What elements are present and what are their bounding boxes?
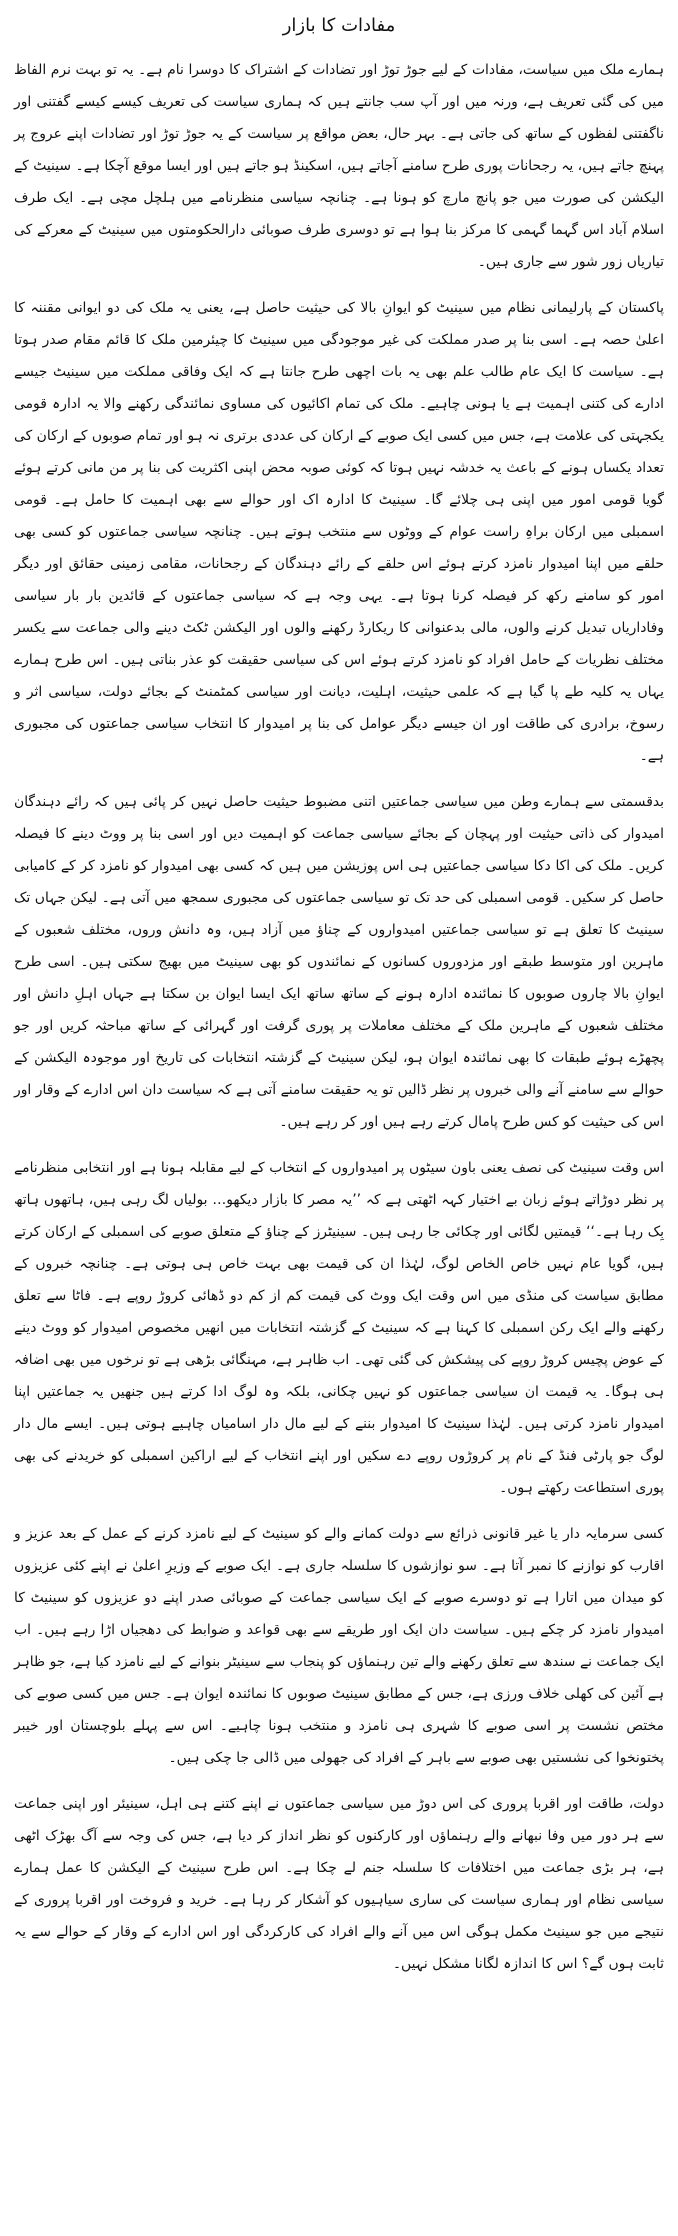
article-paragraph-5: کسی سرمایہ دار یا غیر قانونی ذرائع سے دولت کمانے والے کو سینیٹ کے لیے نامزد کرنے کے عمل کے بعد عزیز و اقارب کو نوازنے کا نمبر آتا ہے۔ سو نوازشوں کا سلسلہ جاری ہے۔ ایک صوبے کے وزیرِ اعلیٰ نے اپنے کئی عزیزوں کو میدان میں اتارا ہے تو دوسرے صوبے کے ایک سیاسی جماعت کے صوبائی صدر اپنے دو عزیزوں کو سینیٹ کا امیدوار نامزد کر چکے ہیں۔ سیاست دان ایک اور طریقے سے بھی قواعد و ضوابط کی دھجیاں اڑا رہے ہیں۔ اب ایک جماعت نے سندھ سے تعلق رکھنے والے تین رہنماؤں کو پنجاب سے سینیٹر بنوانے کے لیے نامزد کیا ہے، جو ظاہر ہے آئین کی کھلی خلاف ورزی ہے، جس کے مطابق سینیٹ صوبوں کا نمائندہ ایوان ہے۔ جس میں کسی صوبے کی مختص نشست پر اسی صوبے کا شہری ہی نامزد و منتخب ہونا چاہیے۔ اس سے پہلے بلوچستان اور خیبر پختونخوا کی نشستیں بھی صوبے سے باہر کے افراد کی جھولی میں ڈالی جا چکی ہیں۔ bbox=[14, 1526, 664, 1766]
article-paragraph-4: اس وقت سینیٹ کی نصف یعنی باون سیٹوں پر امیدواروں کے انتخاب کے لیے مقابلہ ہونا ہے اور انتخابی منظرنامے پر نظر دوڑاتے ہوئے زبان بے اختیار کہہ اٹھتی ہے کہ ’’یہ مصر کا بازار دیکھو… بولیاں لگ رہی ہیں، ہاتھوں ہاتھ بِک رہا ہے۔‘‘ قیمتیں لگائی اور چکائی جا رہی ہیں۔ سینیٹرز کے چناؤ کے متعلق صوبے کی اسمبلی کے ارکان کرتے ہیں، گویا عام نہیں خاص الخاص لوگ، لہٰذا ان کی قیمت بھی بہت خاص ہی ہوتی ہے۔ چنانچہ خبروں کے مطابق سیاست کی منڈی میں اس وقت ایک ووٹ کی قیمت کم از کم دو ڈھائی کروڑ روپے ہے۔ فاٹا سے تعلق رکھنے والے ایک رکن اسمبلی کا کہنا ہے کہ سینیٹ کے گزشتہ انتخابات میں انھیں مخصوص امیدوار کو ووٹ دینے کے عوض پچیس کروڑ روپے کی پیشکش کی گئی تھی۔ اب ظاہر ہے، مہنگائی بڑھی ہے تو نرخوں میں بھی اضافہ ہی ہوگا۔ یہ قیمت ان سیاسی جماعتوں کو نہیں چکانی، بلکہ وہ لوگ ادا کرتے ہیں جنھیں یہ جماعتیں اپنا امیدوار نامزد کرتی ہیں۔ لہٰذا سینیٹ کا امیدوار بننے کے لیے مال دار اسامیاں چاہیے ہوتی ہیں۔ ایسے مال دار لوگ جو پارٹی فنڈ کے نام پر کروڑوں روپے دے سکیں اور اپنے انتخاب کے لیے اراکین اسمبلی کو خریدنے کی بھی پوری استطاعت رکھتے ہوں۔ bbox=[14, 1160, 664, 1496]
article-paragraph-1: ہمارے ملک میں سیاست، مفادات کے لیے جوڑ توڑ اور تضادات کے اشتراک کا دوسرا نام ہے۔ یہ تو بہت نرم الفاظ میں کی گئی تعریف ہے، ورنہ میں اور آپ سب جانتے ہیں کہ ہماری سیاست کی تعریف کیسے کیسے گفتنی اور ناگفتنی لفظوں کے ساتھ کی جاتی ہے۔ بہر حال، بعض مواقع پر سیاست کے یہ جوڑ توڑ اور تضادات اپنے عروج پر پہنچ جاتے ہیں، یہ رجحانات پوری طرح سامنے آجاتے ہیں، اسکینڈ ہو جاتے ہیں اور ایسا موقع آچکا ہے۔ سینیٹ کے الیکشن کی صورت میں جو پانچ مارچ کو ہونا ہے۔ چنانچہ سیاسی منظرنامے میں ہلچل مچی ہے۔ ایک طرف اسلام آباد اس گہما گہمی کا مرکز بنا ہوا ہے تو دوسری طرف صوبائی دارالحکومتوں میں سینیٹ کے معرکے کی تیاریاں زور شور سے جاری ہیں۔ bbox=[14, 62, 664, 270]
article-title: مفادات کا بازار bbox=[282, 15, 396, 36]
article-paragraph-3: بدقسمتی سے ہمارے وطن میں سیاسی جماعتیں اتنی مضبوط حیثیت حاصل نہیں کر پائی ہیں کہ رائے دہندگان امیدوار کی ذاتی حیثیت اور پہچان کے بجائے سیاسی جماعت کو اہمیت دیں اور اسی بنا پر ووٹ دینے کا فیصلہ کریں۔ ملک کی اکا دکا سیاسی جماعتیں ہی اس پوزیشن میں ہیں کہ کسی بھی امیدوار کو نامزد کر کے کامیابی حاصل کر سکیں۔ قومی اسمبلی کی حد تک تو سیاسی جماعتوں کی مجبوری سمجھ میں آتی ہے۔ لیکن جہاں تک سینیٹ کا تعلق ہے تو سیاسی جماعتیں امیدواروں کے چناؤ میں آزاد ہیں، وہ دانش وروں، مختلف شعبوں کے ماہرین اور متوسط طبقے اور مزدوروں کسانوں کے نمائندوں کو بھی سینیٹ میں بھیج سکتی ہیں۔ اسی طرح ایوانِ بالا چاروں صوبوں کا نمائندہ ادارہ ہونے کے ساتھ ساتھ ایک ایسا ایوان بن سکتا ہے جہاں اہلِ دانش اور مختلف شعبوں کے ماہرین ملک کے مختلف معاملات پر پوری گرفت اور گہرائی کے ساتھ مباحثہ کریں اور جو پچھڑے ہوئے طبقات کا بھی نمائندہ ایوان ہو، لیکن سینیٹ کے گزشتہ انتخابات کی تاریخ اور موجودہ الیکشن کے حوالے سے سامنے آنے والی خبروں پر نظر ڈالیں تو یہ حقیقت سامنے آتی ہے کہ سیاست دان اس ادارے کے وقار اور اس کی حیثیت کو کس طرح پامال کرتے رہے ہیں اور کر رہے ہیں۔ bbox=[14, 794, 664, 1130]
article-paragraph-6: دولت، طاقت اور اقربا پروری کی اس دوڑ میں سیاسی جماعتوں نے اپنے کتنے ہی اہل، سینیئر اور اپنی جماعت سے ہر دور میں وفا نبھانے والے رہنماؤں اور کارکنوں کو نظر انداز کر دیا ہے، جس کی وجہ سے آگ بھڑک اٹھی ہے، ہر بڑی جماعت میں اختلافات کا سلسلہ جنم لے چکا ہے۔ اس طرح سینیٹ کے الیکشن کا عمل ہمارے سیاسی نظام اور ہماری سیاست کی ساری سیاہیوں کو آشکار کر رہا ہے۔ خرید و فروخت اور اقربا پروری کے نتیجے میں جو سینیٹ مکمل ہوگی اس میں آنے والے افراد کی کارکردگی اور اس ادارے کے وقار کے حوالے سے یہ ثابت ہوں گے؟ اس کا اندازہ لگانا مشکل نہیں۔ bbox=[14, 1796, 664, 1972]
article-paragraph-2: پاکستان کے پارلیمانی نظام میں سینیٹ کو ایوانِ بالا کی حیثیت حاصل ہے، یعنی یہ ملک کی دو ایوانی مقننہ کا اعلیٰ حصہ ہے۔ اسی بنا پر صدر مملکت کی غیر موجودگی میں سینیٹ کا چیئرمین ملک کا قائم مقام صدر ہوتا ہے۔ سیاست کا ایک عام طالب علم بھی یہ بات اچھی طرح جانتا ہے کہ ایک وفاقی مملکت میں سینیٹ جیسے ادارے کی کتنی اہمیت ہے یا ہونی چاہیے۔ ملک کی تمام اکائیوں کی مساوی نمائندگی رکھنے والا یہ ادارہ قومی یکجہتی کی علامت ہے، جس میں کسی ایک صوبے کے ارکان کی عددی برتری نہ ہو اور تمام صوبوں کے ارکان کی تعداد یکساں ہونے کے باعث یہ خدشہ نہیں ہوتا کہ کوئی صوبہ محض اپنی اکثریت کی بنا پر من مانی کرتے ہوئے گویا قومی امور میں اپنی ہی چلائے گا۔ سینیٹ کا ادارہ اک اور حوالے سے بھی اہمیت کا حامل ہے۔ قومی اسمبلی میں ارکان براہِ راست عوام کے ووٹوں سے منتخب ہوتے ہیں۔ چنانچہ سیاسی جماعتوں کو کسی بھی حلقے میں اپنا امیدوار نامزد کرتے ہوئے اس حلقے کے رائے دہندگان کے رجحانات، مقامی زمینی حقائق اور دیگر امور کو سامنے رکھ کر فیصلہ کرنا ہوتا ہے۔ یہی وجہ ہے کہ سیاسی جماعتوں کے قائدین بار بار سیاسی وفاداریاں تبدیل کرنے والوں، مالی بدعنوانی کا ریکارڈ رکھنے والوں اور الیکشن ٹکٹ دینے والی جماعت سے یکسر مختلف نظریات کے حامل افراد کو نامزد کرتے ہوئے اس کی سیاسی حقیقت کو عذر بناتی ہیں۔ اس طرح ہمارے یہاں یہ کلیہ طے پا گیا ہے کہ علمی حیثیت، اہلیت، دیانت اور سیاسی کمٹمنٹ کے بجائے دولت، سیاسی اثر و رسوخ، برادری کی طاقت اور ان جیسے دیگر عوامل کی بنا پر امیدوار کا انتخاب سیاسی جماعتوں کی مجبوری ہے۔ bbox=[14, 300, 664, 764]
